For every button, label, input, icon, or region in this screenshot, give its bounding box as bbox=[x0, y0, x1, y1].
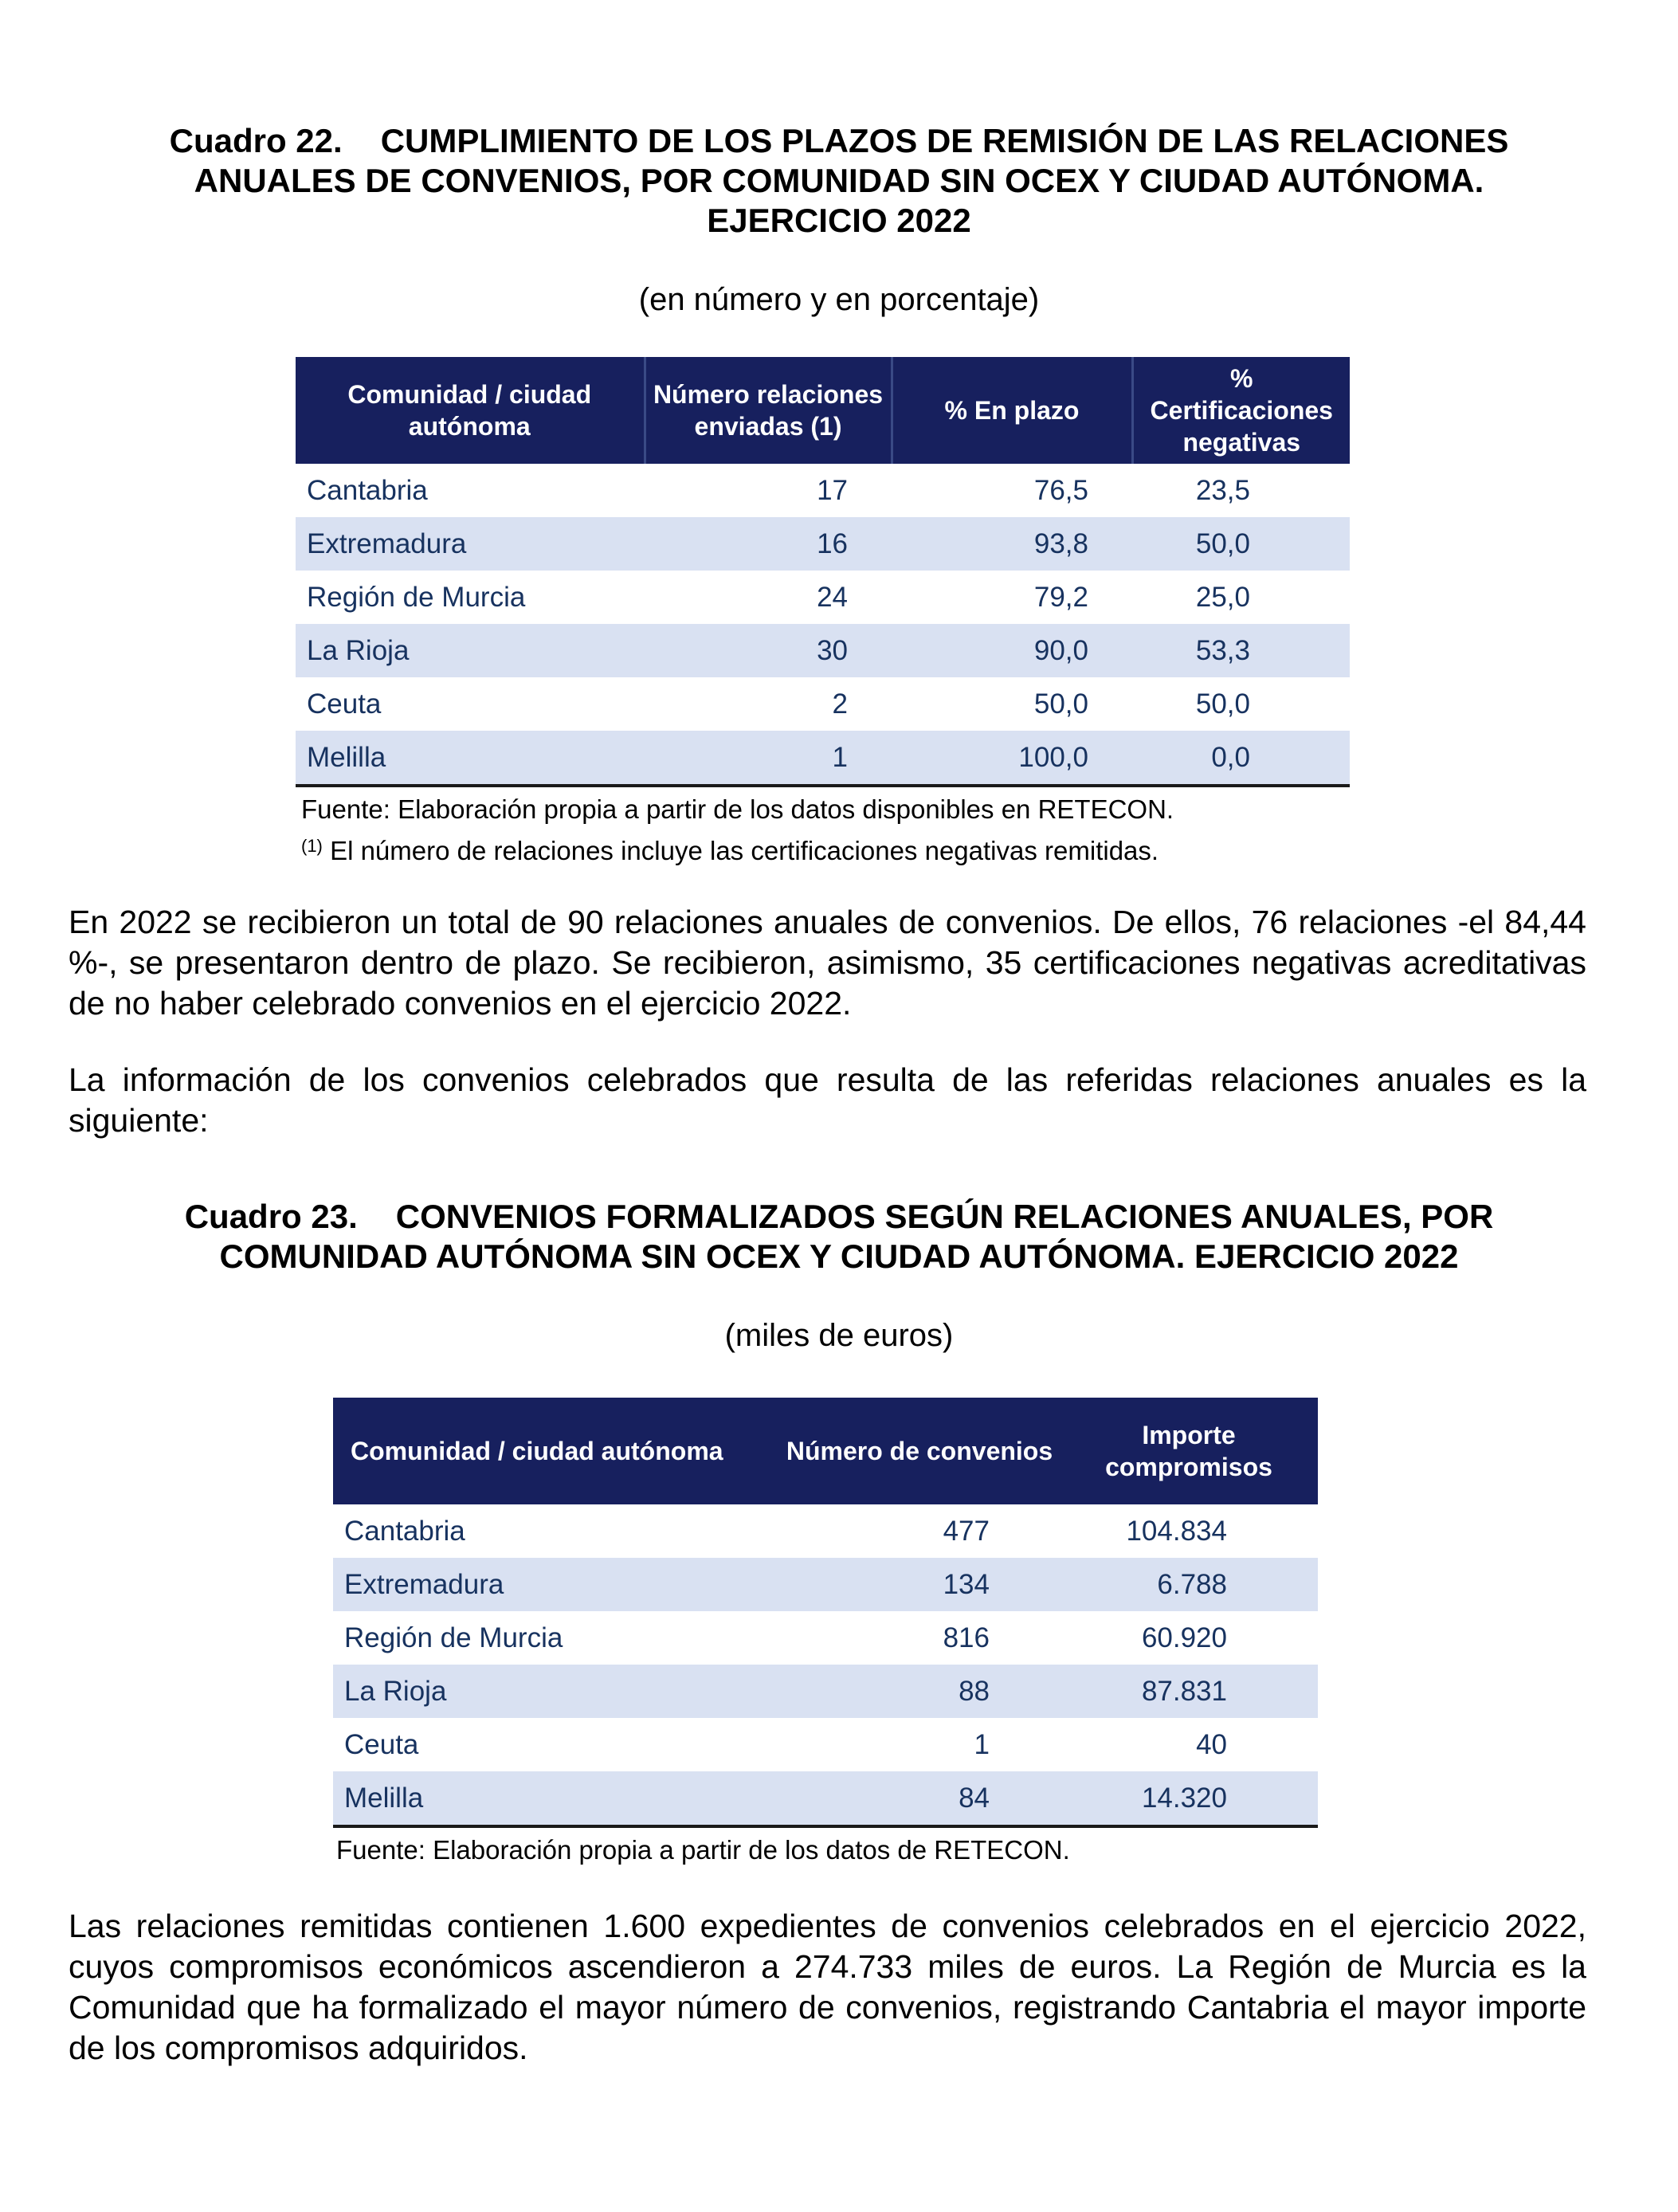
table-row bbox=[333, 1718, 1318, 1771]
footnote-text: El número de relaciones incluye las certificaciones negativas remitidas. bbox=[330, 836, 1159, 865]
cell-relaciones: 24 bbox=[817, 581, 848, 613]
cell-name: Ceuta bbox=[344, 1728, 419, 1760]
cuadro22-footnote bbox=[301, 835, 1159, 867]
cell-en-plazo: 93,8 bbox=[892, 517, 1132, 571]
cuadro23-header-row bbox=[333, 1398, 1318, 1504]
table-row bbox=[296, 677, 1350, 731]
cell-name: La Rioja bbox=[296, 624, 645, 677]
table-row bbox=[333, 1771, 1318, 1826]
cuadro22-title-line1: CUMPLIMIENTO DE LOS PLAZOS DE REMISIÓN DE LAS RELACIONES bbox=[380, 122, 1509, 159]
footnote-marker: (1) bbox=[301, 836, 323, 856]
cuadro22-header-row bbox=[296, 357, 1350, 464]
cell-cert-negativas: 25,0 bbox=[1195, 581, 1250, 613]
table-row bbox=[296, 464, 1350, 517]
cell-importe: 6.788 bbox=[1060, 1558, 1318, 1611]
cuadro22-header-community: Comunidad / ciudad autónoma bbox=[296, 357, 645, 464]
cell-name: Cantabria bbox=[344, 1515, 465, 1547]
cuadro22-header-relaciones: Número relaciones enviadas (1) bbox=[645, 357, 892, 464]
table-row bbox=[296, 517, 1350, 571]
cuadro23-number: Cuadro 23. bbox=[184, 1198, 358, 1235]
cuadro22-units: (en número y en porcentaje) bbox=[638, 282, 1040, 317]
cell-convenios: 816 bbox=[943, 1622, 990, 1653]
cell-relaciones: 16 bbox=[645, 517, 892, 571]
cell-relaciones: 2 bbox=[832, 688, 848, 720]
cell-relaciones: 17 bbox=[817, 474, 848, 506]
cell-name: Extremadura bbox=[333, 1558, 779, 1611]
cell-name: Cantabria bbox=[307, 474, 428, 506]
cell-en-plazo: 50,0 bbox=[1033, 688, 1088, 720]
cell-en-plazo: 100,0 bbox=[892, 731, 1132, 786]
cell-relaciones: 1 bbox=[645, 731, 892, 786]
cuadro23-header-convenios: Número de convenios bbox=[779, 1398, 1060, 1504]
cell-name: Ceuta bbox=[307, 688, 382, 720]
cuadro23-header-community: Comunidad / ciudad autónoma bbox=[333, 1398, 779, 1504]
table-row bbox=[296, 731, 1350, 786]
cell-en-plazo: 90,0 bbox=[892, 624, 1132, 677]
cell-convenios: 1 bbox=[974, 1728, 990, 1760]
cell-name: Región de Murcia bbox=[344, 1622, 563, 1653]
cell-name: Melilla bbox=[296, 731, 645, 786]
cell-cert-negativas: 23,5 bbox=[1195, 474, 1250, 506]
cuadro23-title-line1: CONVENIOS FORMALIZADOS SEGÚN RELACIONES ANUALES, POR bbox=[395, 1198, 1494, 1235]
cell-convenios: 477 bbox=[943, 1515, 990, 1547]
cell-relaciones: 30 bbox=[645, 624, 892, 677]
cuadro23-table bbox=[333, 1398, 1318, 1828]
cell-cert-negativas: 0,0 bbox=[1132, 731, 1350, 786]
table-row bbox=[333, 1558, 1318, 1611]
cell-name: Región de Murcia bbox=[307, 581, 526, 613]
cell-convenios: 84 bbox=[779, 1771, 1060, 1826]
cuadro23-units: (miles de euros) bbox=[724, 1318, 954, 1353]
paragraph-1: En 2022 se recibieron un total de 90 relaciones anuales de convenios. De ellos, 76 relaciones -el 84,44 %-, se presentaron dentro de plazo. Se recibieron, asimismo, 35 certificaciones negativas acreditativas de no haber celebrado convenios en el ejercicio 2022. bbox=[69, 904, 1586, 1022]
cell-cert-negativas: 50,0 bbox=[1195, 688, 1250, 720]
cuadro23-source: Fuente: Elaboración propia a partir de los datos de RETECON. bbox=[336, 1835, 1070, 1865]
cuadro22-header-cert-negativas: % Certificaciones negativas bbox=[1132, 357, 1350, 464]
paragraph-3: Las relaciones remitidas contienen 1.600 expedientes de convenios celebrados en el ejercicio 2022, cuyos compromisos económicos ascendieron a 274.733 miles de euros. La Región de Murcia es la Comunidad que ha formalizado el mayor número de convenios, registrando Cantabria el mayor importe de los compromisos adquiridos. bbox=[69, 1908, 1586, 2066]
cell-importe: 104.834 bbox=[1126, 1515, 1227, 1547]
paragraph-2: La información de los convenios celebrados que resulta de las referidas relaciones anuales es la siguiente: bbox=[69, 1061, 1586, 1139]
cell-cert-negativas: 50,0 bbox=[1132, 517, 1350, 571]
cell-en-plazo: 76,5 bbox=[1033, 474, 1088, 506]
table-row bbox=[333, 1665, 1318, 1718]
cuadro22-number: Cuadro 22. bbox=[169, 122, 343, 159]
cell-convenios: 88 bbox=[779, 1665, 1060, 1718]
cell-name: La Rioja bbox=[333, 1665, 779, 1718]
cell-importe: 14.320 bbox=[1060, 1771, 1318, 1826]
cuadro23-title-line2: COMUNIDAD AUTÓNOMA SIN OCEX Y CIUDAD AUTÓNOMA. EJERCICIO 2022 bbox=[219, 1237, 1459, 1275]
cell-name: Extremadura bbox=[296, 517, 645, 571]
cuadro22-source: Fuente: Elaboración propia a partir de los datos disponibles en RETECON. bbox=[301, 794, 1174, 824]
table-row bbox=[333, 1504, 1318, 1558]
cuadro22-title-line2: ANUALES DE CONVENIOS, POR COMUNIDAD SIN OCEX Y CIUDAD AUTÓNOMA. bbox=[194, 162, 1484, 199]
cell-importe: 60.920 bbox=[1141, 1622, 1227, 1653]
cell-en-plazo: 79,2 bbox=[1033, 581, 1088, 613]
table-row bbox=[296, 571, 1350, 624]
table-row bbox=[333, 1611, 1318, 1665]
cell-convenios: 134 bbox=[779, 1558, 1060, 1611]
cell-importe: 87.831 bbox=[1060, 1665, 1318, 1718]
cuadro22-table bbox=[296, 357, 1350, 787]
cell-name: Melilla bbox=[333, 1771, 779, 1826]
cuadro22-title-line3: EJERCICIO 2022 bbox=[707, 202, 971, 239]
cell-importe: 40 bbox=[1196, 1728, 1227, 1760]
cuadro23-header-importe: Importe compromisos bbox=[1060, 1398, 1318, 1504]
cell-cert-negativas: 53,3 bbox=[1132, 624, 1350, 677]
cuadro22-header-en-plazo: % En plazo bbox=[892, 357, 1132, 464]
table-row bbox=[296, 624, 1350, 677]
cuadro22-title bbox=[96, 121, 1582, 241]
cuadro23-title bbox=[96, 1197, 1582, 1277]
